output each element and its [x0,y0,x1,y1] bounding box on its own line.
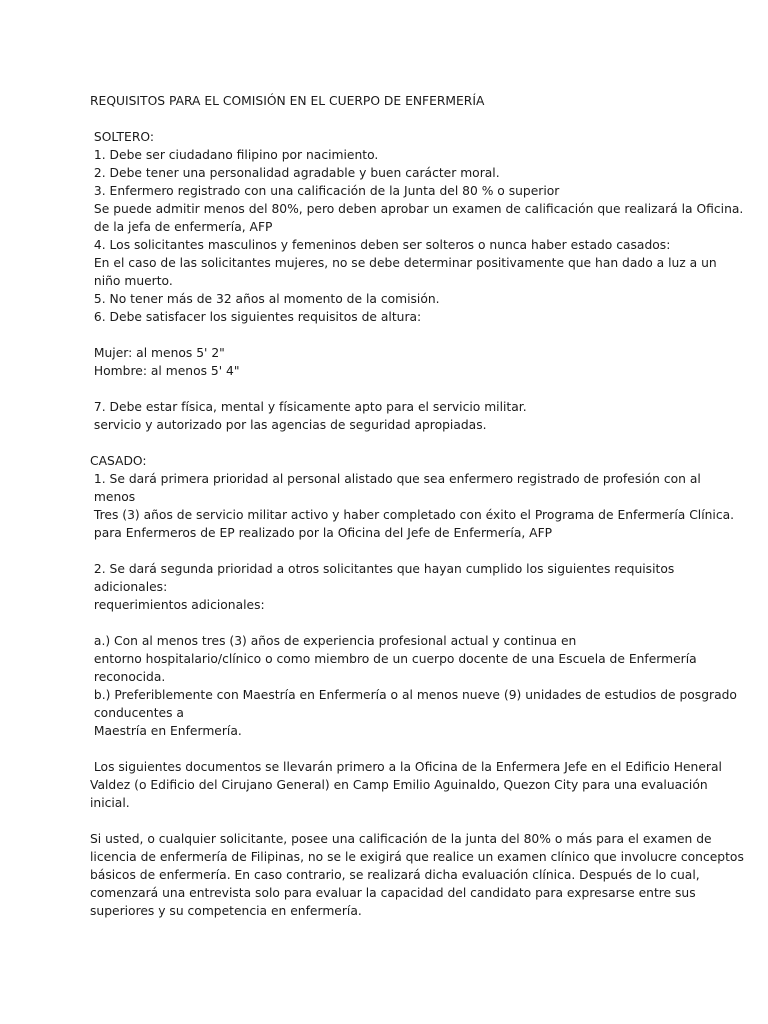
text-line: Maestría en Enfermería. [90,724,242,738]
text-line: conducentes a [90,706,184,720]
text-line: Mujer: al menos 5' 2" [90,346,225,360]
text-line: 1. Se dará primera prioridad al personal alistado que sea enfermero registrado de profesión con al [90,472,701,486]
blank-line [90,740,690,758]
text-line: CASADO: [90,454,147,468]
text-line: de la jefa de enfermería, AFP [90,220,273,234]
text-line: licencia de enfermería de Filipinas, no se le exigirá que realice un examen clínico que involucre conceptos [90,850,744,864]
text-line: niño muerto. [90,274,173,288]
text-line: básicos de enfermería. En caso contrario, se realizará dicha evaluación clínica. Después de lo cual, [90,868,700,882]
text-line: 6. Debe satisfacer los siguientes requisitos de altura: [90,310,422,324]
blank-line [90,326,690,344]
document-content [90,110,744,920]
text-line: menos [90,490,136,504]
blank-line [90,812,690,830]
blank-line [90,110,690,128]
text-line: 4. Los solicitantes masculinos y femeninos deben ser solteros o nunca haber estado casados: [90,238,671,252]
blank-line [90,542,690,560]
text-line: Tres (3) años de servicio militar activo y haber completado con éxito el Programa de Enfermería Clínica. [90,508,735,522]
text-line: reconocida. [90,670,166,684]
document-title: REQUISITOS PARA EL COMISIÓN EN EL CUERPO DE ENFERMERÍA [90,94,485,108]
text-line: a.) Con al menos tres (3) años de experiencia profesional actual y continua en [90,634,577,648]
text-line: 5. No tener más de 32 años al momento de la comisión. [90,292,440,306]
text-line: servicio y autorizado por las agencias de seguridad apropiadas. [90,418,487,432]
text-line: requerimientos adicionales: [90,598,265,612]
text-line: Valdez (o Edificio del Cirujano General) en Camp Emilio Aguinaldo, Quezon City para una evaluación [90,778,708,792]
text-line: b.) Preferiblemente con Maestría en Enfermería o al menos nueve (9) unidades de estudios de posgrado [90,688,737,702]
text-line: 3. Enfermero registrado con una calificación de la Junta del 80 % o superior [90,184,560,198]
blank-line [90,434,690,452]
text-line: para Enfermeros de EP realizado por la Oficina del Jefe de Enfermería, AFP [90,526,553,540]
document-body [90,92,744,920]
text-line: Si usted, o cualquier solicitante, posee una calificación de la junta del 80% o más para el examen de [90,832,712,846]
text-line: Hombre: al menos 5' 4" [90,364,240,378]
text-line: SOLTERO: [90,130,154,144]
text-line: comenzará una entrevista solo para evaluar la capacidad del candidato para expresarse entre sus [90,886,696,900]
text-line: 2. Debe tener una personalidad agradable y buen carácter moral. [90,166,500,180]
text-line: inicial. [90,796,130,810]
text-line: Los siguientes documentos se llevarán primero a la Oficina de la Enfermera Jefe en el Edificio Heneral [90,760,722,774]
blank-line [90,380,690,398]
text-line: superiores y su competencia en enfermería. [90,904,362,918]
text-line: 1. Debe ser ciudadano filipino por nacimiento. [90,148,379,162]
text-line: En el caso de las solicitantes mujeres, no se debe determinar positivamente que han dado a luz a un [90,256,717,270]
text-line: 7. Debe estar física, mental y físicamente apto para el servicio militar. [90,400,527,414]
text-line: adicionales: [90,580,168,594]
text-line: entorno hospitalario/clínico o como miembro de un cuerpo docente de una Escuela de Enfermería [90,652,697,666]
text-line: 2. Se dará segunda prioridad a otros solicitantes que hayan cumplido los siguientes requisitos [90,562,675,576]
blank-line [90,614,690,632]
text-line: Se puede admitir menos del 80%, pero deben aprobar un examen de calificación que realizará la Oficina. [90,202,744,216]
